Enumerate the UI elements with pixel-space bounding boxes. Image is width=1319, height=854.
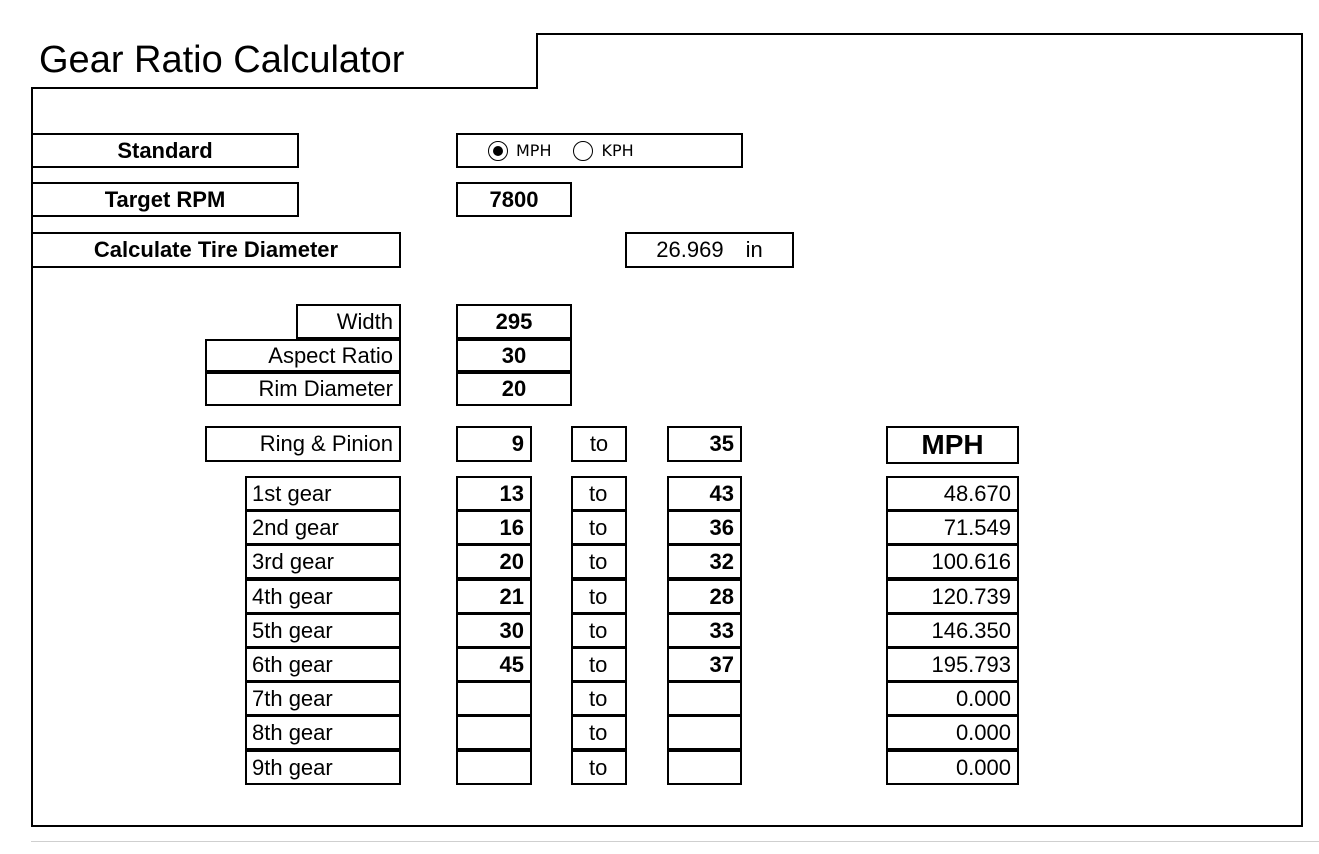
ring-pinion-a-input[interactable]: 9: [456, 426, 532, 462]
kph-radio-label[interactable]: KPH: [601, 140, 634, 160]
gear-driving-input[interactable]: 16: [456, 510, 532, 545]
calculate-tire-diameter-button[interactable]: Calculate Tire Diameter: [31, 232, 401, 268]
gear-speed-output: 120.739: [886, 579, 1019, 614]
bottom-divider: [31, 841, 1319, 842]
gear-driven-input[interactable]: 36: [667, 510, 742, 545]
gear-speed-output: 48.670: [886, 476, 1019, 511]
gear-label: 2nd gear: [245, 510, 401, 545]
tire-diameter-output: [625, 232, 794, 268]
gear-speed-output: 146.350: [886, 613, 1019, 648]
gear-to-label: to: [571, 544, 627, 579]
gear-to-label: to: [571, 750, 627, 785]
gear-speed-output: 195.793: [886, 647, 1019, 682]
gear-label: 8th gear: [245, 715, 401, 750]
gear-driven-input[interactable]: 37: [667, 647, 742, 682]
gear-driving-input[interactable]: 21: [456, 579, 532, 614]
gear-speed-output: 0.000: [886, 681, 1019, 716]
gear-driving-input[interactable]: 20: [456, 544, 532, 579]
gear-to-label: to: [571, 715, 627, 750]
kph-radio[interactable]: [573, 141, 593, 161]
tire-diameter-value: 26.969: [656, 237, 724, 262]
gear-label: 1st gear: [245, 476, 401, 511]
gear-driven-input[interactable]: 32: [667, 544, 742, 579]
gear-driven-input[interactable]: [667, 715, 742, 750]
width-input[interactable]: 295: [456, 304, 572, 339]
target-rpm-input[interactable]: 7800: [456, 182, 572, 217]
ring-pinion-b-input[interactable]: 35: [667, 426, 742, 462]
rim-diameter-label: Rim Diameter: [205, 372, 401, 406]
gear-driving-input[interactable]: [456, 750, 532, 785]
gear-driving-input[interactable]: [456, 681, 532, 716]
gear-driven-input[interactable]: 43: [667, 476, 742, 511]
radio-selected-dot: [493, 146, 503, 156]
gear-speed-output: 0.000: [886, 750, 1019, 785]
gear-to-label: to: [571, 476, 627, 511]
gear-speed-output: 71.549: [886, 510, 1019, 545]
gear-driven-input[interactable]: 33: [667, 613, 742, 648]
gear-label: 7th gear: [245, 681, 401, 716]
gear-driven-input[interactable]: [667, 681, 742, 716]
gear-driven-input[interactable]: [667, 750, 742, 785]
gear-label: 9th gear: [245, 750, 401, 785]
ring-pinion-label: Ring & Pinion: [205, 426, 401, 462]
mph-radio[interactable]: [488, 141, 508, 161]
ring-pinion-to-label: to: [571, 426, 627, 462]
gear-label: 4th gear: [245, 579, 401, 614]
gear-to-label: to: [571, 579, 627, 614]
aspect-ratio-label: Aspect Ratio: [205, 339, 401, 372]
gear-to-label: to: [571, 613, 627, 648]
speed-unit-header: MPH: [886, 426, 1019, 464]
gear-speed-output: 0.000: [886, 715, 1019, 750]
gear-driving-input[interactable]: 13: [456, 476, 532, 511]
gear-to-label: to: [571, 681, 627, 716]
aspect-ratio-input[interactable]: 30: [456, 339, 572, 372]
gear-driving-input[interactable]: 45: [456, 647, 532, 682]
gear-to-label: to: [571, 510, 627, 545]
target-rpm-label: Target RPM: [31, 182, 299, 217]
standard-label: Standard: [31, 133, 299, 168]
gear-driven-input[interactable]: 28: [667, 579, 742, 614]
gear-label: 5th gear: [245, 613, 401, 648]
gear-label: 6th gear: [245, 647, 401, 682]
gear-label: 3rd gear: [245, 544, 401, 579]
page-title: Gear Ratio Calculator: [31, 33, 538, 89]
units-radio-group: [456, 133, 743, 168]
gear-driving-input[interactable]: 30: [456, 613, 532, 648]
gear-speed-output: 100.616: [886, 544, 1019, 579]
width-label: Width: [296, 304, 401, 339]
gear-to-label: to: [571, 647, 627, 682]
mph-radio-label[interactable]: MPH: [516, 140, 552, 160]
tire-diameter-unit: in: [745, 237, 763, 262]
rim-diameter-input[interactable]: 20: [456, 372, 572, 406]
gear-driving-input[interactable]: [456, 715, 532, 750]
